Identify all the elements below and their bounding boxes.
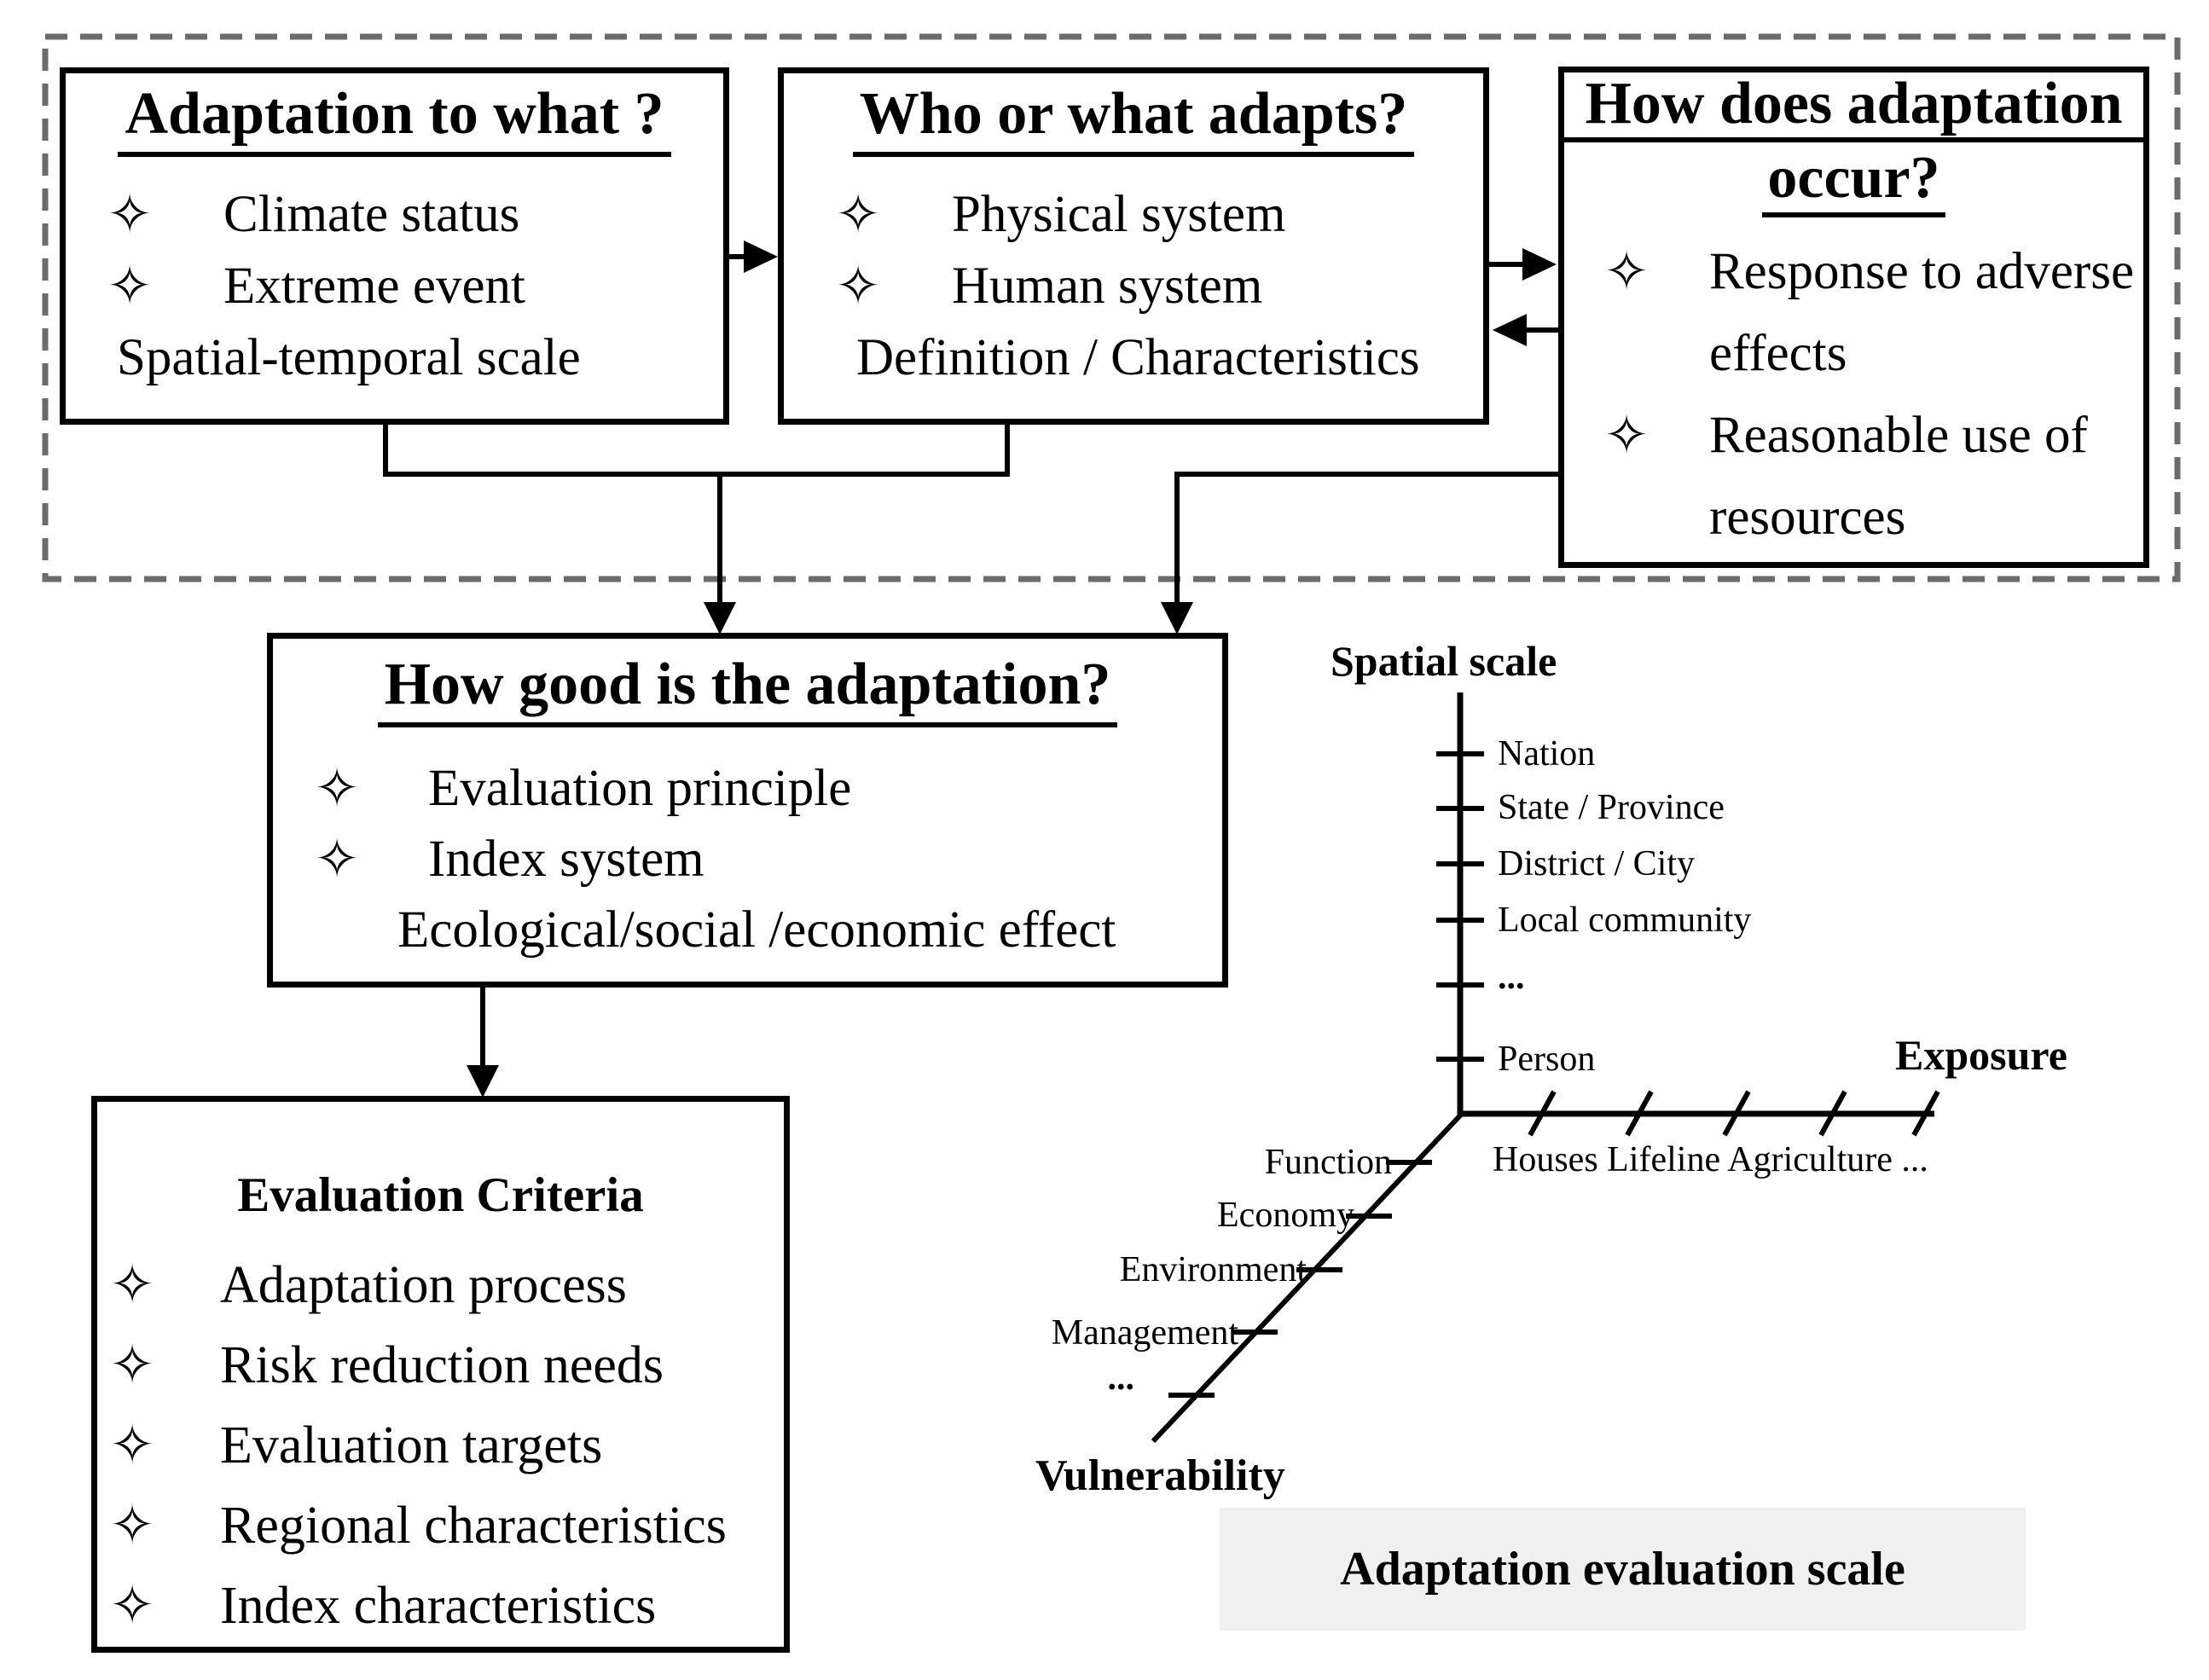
list-item <box>273 753 1222 824</box>
list-item-label: Extreme event <box>223 258 525 315</box>
list-item-label: Evaluation principle <box>428 759 852 817</box>
diamond-bullet-icon: ✧ <box>1603 405 1650 466</box>
spatial-tick-label: District / City <box>1498 844 1695 883</box>
spatial-tick-label: State / Province <box>1498 788 1725 827</box>
vulnerability-tick-label: Environment <box>1119 1250 1307 1289</box>
list-item <box>1564 395 2143 559</box>
box-how-good-is-the-adaptation <box>267 633 1228 988</box>
arrow-how-to-who-head <box>1493 314 1527 346</box>
arrow-bus-to-good-head <box>704 602 736 634</box>
diamond-bullet-icon: ✧ <box>107 184 153 245</box>
box-title <box>784 80 1483 157</box>
exposure-tick-labels: Houses Lifeline Agriculture ... <box>1493 1140 1928 1179</box>
diamond-bullet-icon: ✧ <box>109 1495 155 1555</box>
diagram-caption <box>1220 1508 2026 1631</box>
list-item-label: Risk reduction needs <box>220 1335 664 1394</box>
box-title-line2 <box>1564 146 2143 217</box>
list-item-label: Index characteristics <box>220 1576 657 1635</box>
list-item <box>784 179 1483 251</box>
list-item <box>97 1566 784 1646</box>
arrow-what-to-who-head <box>744 240 778 273</box>
spatial-tick-label: ... <box>1498 958 1525 997</box>
list-item-label: Index system <box>428 830 704 888</box>
bullet-list <box>1564 231 2143 559</box>
list-item-label: Evaluation targets <box>220 1416 603 1474</box>
diamond-bullet-icon: ✧ <box>835 184 881 245</box>
list-item-label: Physical system <box>952 186 1286 243</box>
box-title-text: Who or what adapts? <box>853 80 1414 157</box>
diamond-bullet-icon: ✧ <box>835 256 881 316</box>
connector-bus-what-who <box>386 422 1007 474</box>
box-title-line2-text: occur? <box>1762 146 1945 217</box>
box-adaptation-to-what <box>60 67 729 425</box>
arrow-how-to-good-head <box>1161 602 1193 634</box>
spatial-axis-title: Spatial scale <box>1331 637 1557 685</box>
list-item-label: Reasonable use of resources <box>1709 407 2088 546</box>
list-item <box>97 1486 784 1566</box>
box-title-text: Adaptation to what ? <box>118 80 670 157</box>
box-title: Evaluation Criteria <box>237 1168 644 1222</box>
box-title <box>273 651 1222 727</box>
arrow-good-to-criteria-head <box>467 1065 499 1098</box>
box-title-line1: How does adaptation <box>1564 72 2143 142</box>
list-item <box>97 1405 784 1486</box>
list-item <box>66 179 723 251</box>
list-item <box>97 1245 784 1325</box>
diamond-bullet-icon: ✧ <box>1603 241 1650 302</box>
bullet-list <box>97 1245 784 1646</box>
vulnerability-tick-label: ... <box>1107 1358 1134 1398</box>
spatial-tick-label: Nation <box>1498 734 1596 773</box>
spatial-tick-label: Person <box>1498 1040 1596 1079</box>
list-item <box>97 1325 784 1405</box>
list-item <box>273 824 1222 895</box>
vulnerability-tick-label: Economy <box>1217 1196 1354 1235</box>
box-footer-text: Spatial-temporal scale <box>117 329 581 386</box>
box-footer-text: Definition / Characteristics <box>856 329 1420 386</box>
vulnerability-axis-title: Vulnerability <box>1035 1451 1285 1500</box>
bullet-list <box>66 179 723 322</box>
diamond-bullet-icon: ✧ <box>109 1415 155 1475</box>
box-title-text: How good is the adaptation? <box>378 651 1118 727</box>
box-how-does-adaptation-occur <box>1558 67 2149 568</box>
list-item-label: Climate status <box>223 186 520 243</box>
box-title <box>66 80 723 157</box>
diamond-bullet-icon: ✧ <box>107 256 153 316</box>
arrow-who-to-how-head <box>1522 248 1557 281</box>
diamond-bullet-icon: ✧ <box>314 757 360 819</box>
list-item-label: Regional characteristics <box>220 1496 727 1555</box>
list-item-label: Response to adverse effects <box>1709 243 2135 382</box>
list-item <box>784 251 1483 322</box>
bullet-list <box>273 753 1222 895</box>
connector-how-branch <box>1177 474 1558 604</box>
list-item <box>1564 231 2143 395</box>
exposure-axis-title: Exposure <box>1895 1031 2067 1079</box>
list-item-label: Adaptation process <box>220 1255 627 1314</box>
spatial-tick-label: Local community <box>1498 901 1752 940</box>
vulnerability-tick-label: Function <box>1264 1143 1392 1182</box>
bullet-list <box>784 179 1483 322</box>
diamond-bullet-icon: ✧ <box>109 1575 155 1636</box>
box-footer-text: Ecological/social /economic effect <box>397 901 1116 959</box>
diamond-bullet-icon: ✧ <box>109 1335 155 1395</box>
list-item-label: Human system <box>952 258 1263 315</box>
diagram-caption-text: Adaptation evaluation scale <box>1340 1543 1905 1596</box>
list-item <box>66 251 723 322</box>
vulnerability-tick-label: Management <box>1051 1313 1238 1353</box>
diamond-bullet-icon: ✧ <box>314 828 360 889</box>
box-evaluation-criteria <box>91 1096 790 1653</box>
diamond-bullet-icon: ✧ <box>109 1254 155 1315</box>
box-who-or-what-adapts <box>778 67 1489 425</box>
